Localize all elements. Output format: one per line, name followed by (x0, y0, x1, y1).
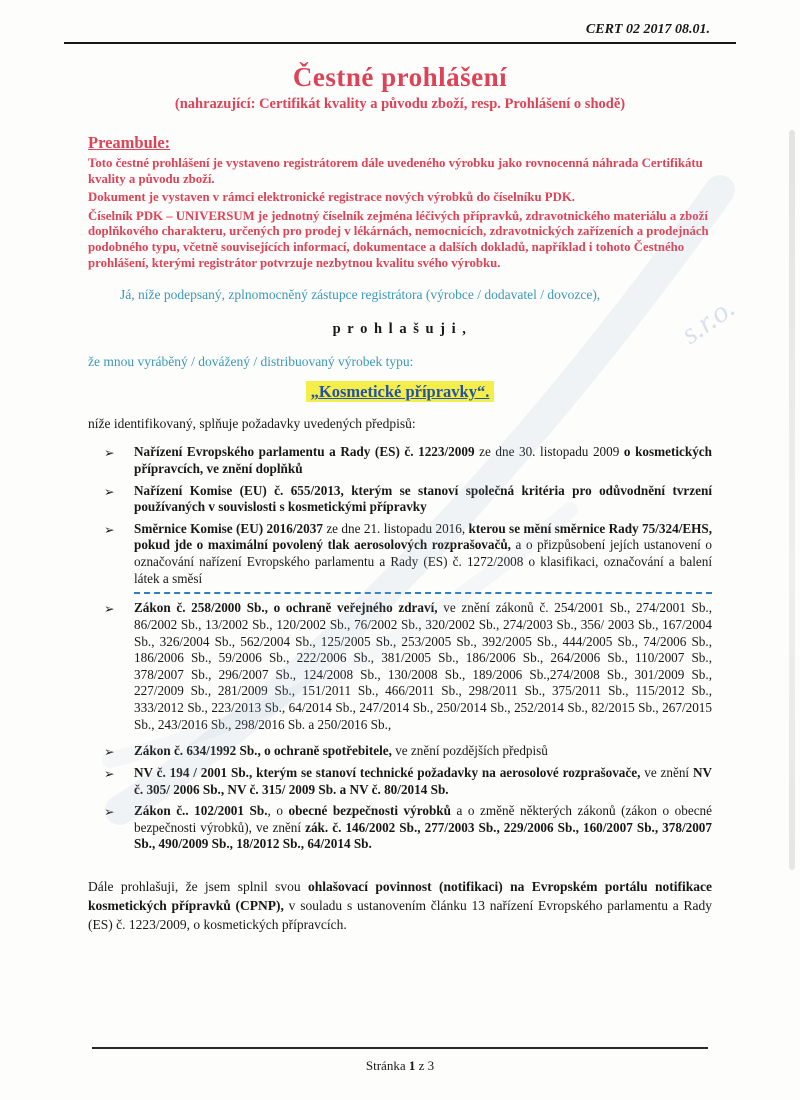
legal-list-item (88, 803, 712, 853)
list-item-text: Zákon č. 634/1992 Sb., o ochraně spotřebitele, ve znění pozdějších předpisů (134, 743, 548, 759)
arrow-bullet-icon: ➢ (104, 445, 115, 461)
scan-artifact-edge (789, 130, 795, 870)
list-item-text: Zákon č. 258/2000 Sb., o ochraně veřejného zdraví, ve znění zákonů č. 254/2001 Sb., 274/2001 Sb., 86/2002 Sb., 13/2002 Sb., 120/2002 Sb., 76/2002 Sb., 320/2002 Sb., 274/2003 Sb., 356/ 2003 Sb., 167/2004 Sb., 326/2004 Sb., 562/2004 Sb., 125/2005 Sb., 253/2005 Sb., 392/2005 Sb., 444/2005 Sb., 74/2006 Sb., 186/2006 Sb., 59/2006 Sb., 222/2006 Sb., 381/2005 Sb., 186/2006 Sb., 264/2006 Sb., 110/2007 Sb., 378/2007 Sb., 296/2007 Sb., 124/2008 Sb., 130/2008 Sb., 189/2006 Sb.,274/2008 Sb., 301/2009 Sb., 227/2009 Sb., 281/2009 Sb., 151/2011 Sb., 466/2011 Sb., 298/2011 Sb., 375/2011 Sb., 115/2012 Sb., 333/2012 Sb., 223/2013 Sb., 64/2014 Sb., 247/2014 Sb., 250/2014 Sb., 252/2014 Sb., 82/2015 Sb., 267/2015 Sb., 243/2016 Sb., 298/2016 Sb. a 250/2016 Sb., (134, 600, 713, 732)
preambule-paragraph-3: Číselník PDK – UNIVERSUM je jednotný číselník zejména léčivých přípravků, zdravotnického materiálu a zboží doplňkového charakteru, určených pro prodej v lékárnách, nemocnicích, zdravotnických zařízeních a prodejnách podobného typu, včetně souvisejících informací, dokumentace a dalších dokladů, například i tohoto Čestného prohlášení, kterými registrátor potvrzuje nezbytnou kvalitu svého výrobku. (88, 208, 709, 270)
legal-list-item (88, 765, 712, 798)
legal-references-list (88, 444, 712, 587)
closing-paragraph: Dále prohlašuji, že jsem splnil svou ohlašovací povinnost (notifikaci) na Evropském portálu notifikace kosmetických přípravků (CPNP), v souladu s ustanovením článku 13 nařízení Evropského parlamentu a Rady (ES) č. 1223/2009, o kosmetických přípravcích. (88, 879, 712, 933)
header-rule (64, 42, 736, 44)
dashed-separator (134, 592, 712, 594)
list-item-text: Nařízení Komise (EU) č. 655/2013, kterým se stanoví společná kritéria pro odůvodnění tvrzení používaných v souvislosti s kosmetickými přípravky (134, 482, 712, 515)
watermark-text: s.r.o. (675, 290, 742, 351)
arrow-bullet-icon: ➢ (104, 804, 115, 820)
cert-reference: CERT 02 2017 08.01. (585, 22, 710, 37)
page-footer (92, 1047, 708, 1074)
page-title: Čestné prohlášení (292, 62, 508, 92)
arrow-bullet-icon: ➢ (104, 483, 115, 499)
product-type-highlight: „Kosmetické přípravky“. (306, 381, 495, 402)
list-item-text: Zákon č.. 102/2001 Sb., o obecné bezpečnosti výrobků a o změně některých zákonů (zákon o obecné bezpečnosti výrobků), ve znění zák. č. 146/2002 Sb., 277/2003 Sb., 229/2006 Sb., 160/2007 Sb., 378/2007 Sb., 490/2009 Sb., 18/2012 Sb., 64/2014 Sb. (134, 803, 713, 852)
arrow-bullet-icon: ➢ (104, 521, 115, 537)
legal-list-item (88, 600, 712, 733)
page-number: Stránka 1 z 3 (365, 1058, 435, 1073)
arrow-bullet-icon: ➢ (104, 744, 115, 760)
product-type-row (88, 382, 712, 402)
preambule-paragraph-1: Toto čestné prohlášení je vystaveno registrátorem dále uvedeného výrobku jako rovnocenná náhrada Certifikátu kvality a původu zboží. (88, 156, 703, 186)
arrow-bullet-icon: ➢ (104, 601, 115, 617)
preambule-section (88, 133, 712, 271)
list-item-text: NV č. 194 / 2001 Sb., kterým se stanoví technické požadavky na aerosolové rozprašovače, ve znění NV č. 305/ 2006 Sb., NV č. 315/ 2009 Sb. a NV č. 80/2014 Sb. (134, 764, 712, 797)
legal-list-item (88, 743, 712, 760)
preambule-heading: Preambule: (88, 133, 171, 152)
declarant-line: Já, níže podepsaný, zplnomocněný zástupce registrátora (výrobce / dodavatel / dovozce), (120, 287, 601, 303)
list-item-text: Směrnice Komise (EU) 2016/2037 ze dne 21. listopadu 2016, kterou se mění směrnice Rady 75/324/EHS, pokud jde o maximální povolený tlak aerosolových rozprašovačů, a o přizpůsobení jejích ustanovení o označování nařízení Evropského parlamentu a Rady (ES) č. 1272/2008 o klasifikaci, označování a balení látek a směsí (134, 520, 713, 586)
legal-list-item (88, 483, 712, 516)
product-intro-line: že mnou vyráběný / dovážený / distribuovaný výrobek typu: (88, 354, 414, 370)
legal-references-list-2 (88, 600, 712, 853)
page-subtitle: (nahrazující: Certifikát kvality a původu zboží, resp. Prohlášení o shodě) (174, 96, 626, 112)
declaration-word: p r o h l a š u j i , (332, 321, 468, 338)
legal-list-item (88, 444, 712, 477)
preambule-paragraph-2: Dokument je vystaven v rámci elektronické registrace nových výrobků do číselníku PDK. (88, 190, 575, 205)
dashed-rule (134, 592, 712, 594)
footer-rule (92, 1047, 708, 1049)
list-item-text: Nařízení Evropského parlamentu a Rady (ES) č. 1223/2009 ze dne 30. listopadu 2009 o kosmetických přípravcích, ve znění doplňků (134, 444, 712, 476)
requirements-line: níže identifikovaný, splňuje požadavky uvedených předpisů: (88, 416, 416, 432)
legal-list-item (88, 521, 712, 588)
arrow-bullet-icon: ➢ (104, 765, 115, 781)
